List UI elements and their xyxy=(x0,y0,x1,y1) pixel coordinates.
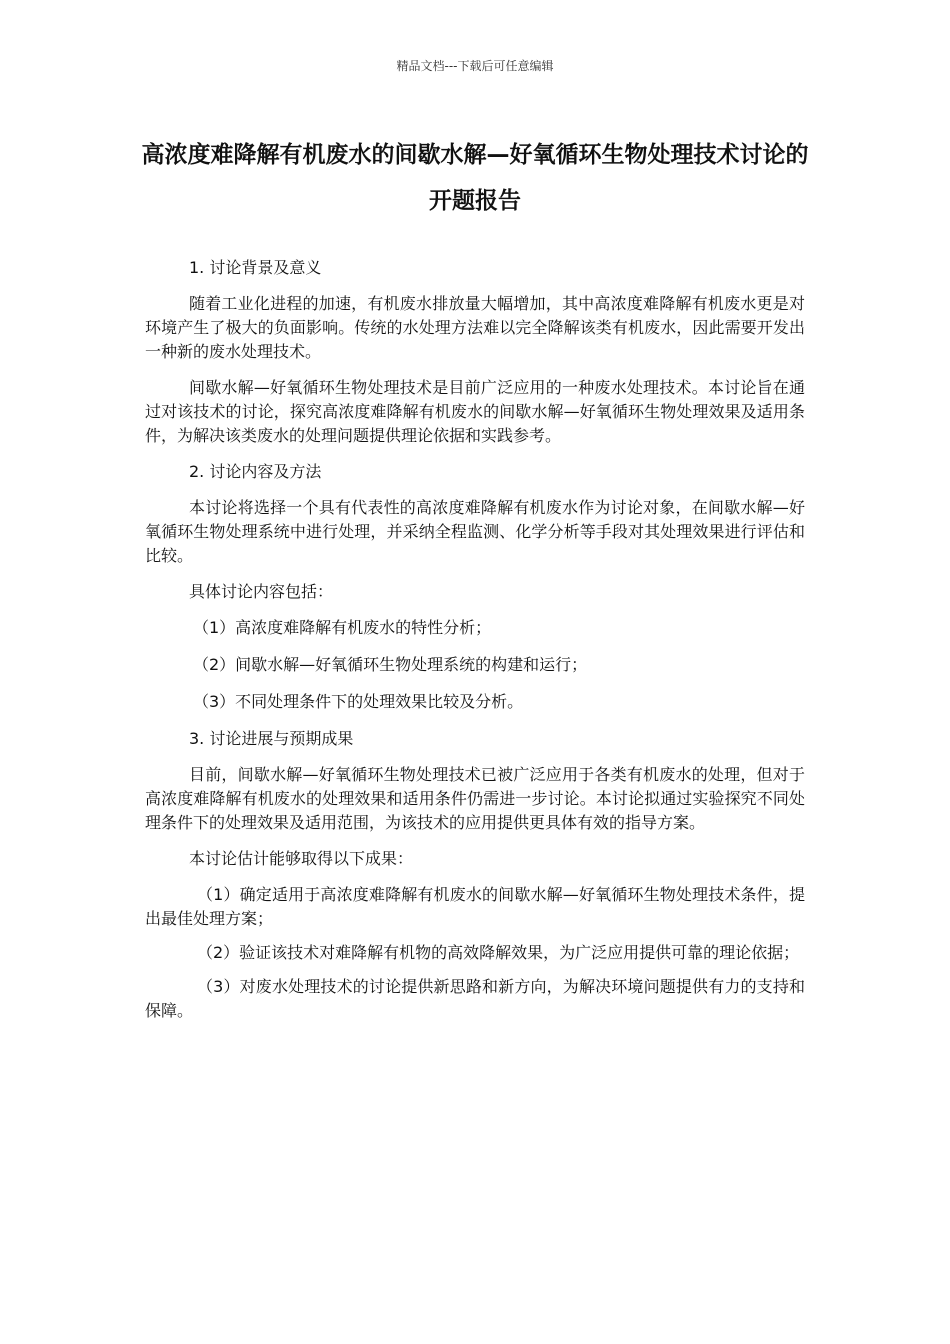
list-item: （1）高浓度难降解有机废水的特性分析； xyxy=(193,618,492,637)
result-item: （2）验证该技术对难降解有机物的高效降解效果，为广泛应用提供可靠的理论依据； xyxy=(197,943,800,962)
section-1-paragraph-2: 间歇水解—好氧循环生物处理技术是目前广泛应用的一种废水处理技术。本讨论旨在通过对该技术的讨论，探究高浓度难降解有机废水的间歇水解—好氧循环生物处理效果及适用条件，为解决该类废水的处理问题提供理论依据和实践参考。 xyxy=(145,378,805,445)
section-2-heading: 2. 讨论内容及方法 xyxy=(189,462,322,481)
result-item: （3）对废水处理技术的讨论提供新思路和新方向，为解决环境问题提供有力的支持和保障。 xyxy=(145,977,805,1020)
document-body xyxy=(145,256,805,1033)
section-3-paragraph-2: 本讨论估计能够取得以下成果： xyxy=(189,849,414,868)
section-2-paragraph-1: 本讨论将选择一个具有代表性的高浓度难降解有机废水作为讨论对象，在间歇水解—好氧循环生物处理系统中进行处理，并采纳全程监测、化学分析等手段对其处理效果进行评估和比较。 xyxy=(145,498,805,565)
section-3-paragraph-1: 目前，间歇水解—好氧循环生物处理技术已被广泛应用于各类有机废水的处理，但对于高浓度难降解有机废水的处理效果和适用条件仍需进一步讨论。本讨论拟通过实验探究不同处理条件下的处理效果及适用范围，为该技术的应用提供更具体有效的指导方案。 xyxy=(145,765,805,832)
document-title: 高浓度难降解有机废水的间歇水解—好氧循环生物处理技术讨论的开题报告 xyxy=(141,142,809,214)
section-3-heading: 3. 讨论进展与预期成果 xyxy=(189,729,354,748)
list-item: （3）不同处理条件下的处理效果比较及分析。 xyxy=(193,692,524,711)
section-2-paragraph-2: 具体讨论内容包括： xyxy=(189,582,334,601)
header-note: 精品文档---下载后可任意编辑 xyxy=(396,59,554,73)
list-item: （2）间歇水解—好氧循环生物处理系统的构建和运行； xyxy=(193,655,588,674)
section-1-heading: 1. 讨论背景及意义 xyxy=(189,258,322,277)
result-item: （1）确定适用于高浓度难降解有机废水的间歇水解—好氧循环生物处理技术条件，提出最佳处理方案； xyxy=(145,885,805,928)
section-1-paragraph-1: 随着工业化进程的加速，有机废水排放量大幅增加，其中高浓度难降解有机废水更是对环境产生了极大的负面影响。传统的水处理方法难以完全降解该类有机废水，因此需要开发出一种新的废水处理技术。 xyxy=(145,294,805,361)
